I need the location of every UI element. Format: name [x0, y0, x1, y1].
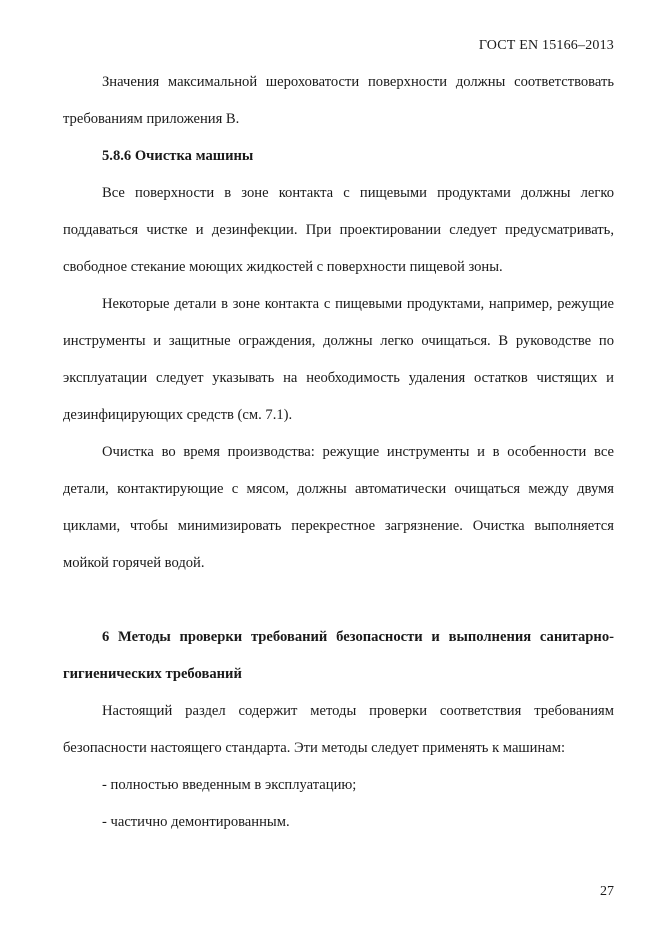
paragraph-roughness: Значения максимальной шероховатости поверхности должны соответствовать требованиям приложения В. [63, 74, 614, 127]
paragraph-cleaning-parts: Некоторые детали в зоне контакта с пищевыми продуктами, например, режущие инструменты и защитные ограждения, должны легко очищаться. В руководстве по эксплуатации следует указывать на необходимость удаления остатков чистящих и дезинфицирующих средств (см. 7.1). [63, 296, 614, 423]
list-item: - полностью введенным в эксплуатацию; [102, 777, 357, 793]
paragraph-cleaning-surfaces: Все поверхности в зоне контакта с пищевыми продуктами должны легко поддаваться чистке и дезинфекции. При проектировании следует предусматривать, свободное стекание моющих жидкостей с поверхности пищевой зоны. [63, 185, 614, 275]
list-item: - частично демонтированным. [102, 814, 290, 830]
standard-header: ГОСТ EN 15166–2013 [478, 38, 614, 53]
section-6-heading: 6 Методы проверки требований безопасности и выполнения санитарно-гигиенических требований [63, 629, 614, 682]
paragraph-verification-methods: Настоящий раздел содержит методы проверки соответствия требованиям безопасности настоящего стандарта. Эти методы следует применять к машинам: [63, 703, 614, 756]
section-586-heading: 5.8.6 Очистка машины [102, 148, 254, 164]
page-content [63, 64, 614, 841]
page-number: 27 [600, 884, 614, 899]
paragraph-cleaning-production: Очистка во время производства: режущие инструменты и в особенности все детали, контактирующие с мясом, должны автоматически очищаться между двумя циклами, чтобы минимизировать перекрестное загрязнение. Очистка выполняется мойкой горячей водой. [63, 444, 614, 571]
